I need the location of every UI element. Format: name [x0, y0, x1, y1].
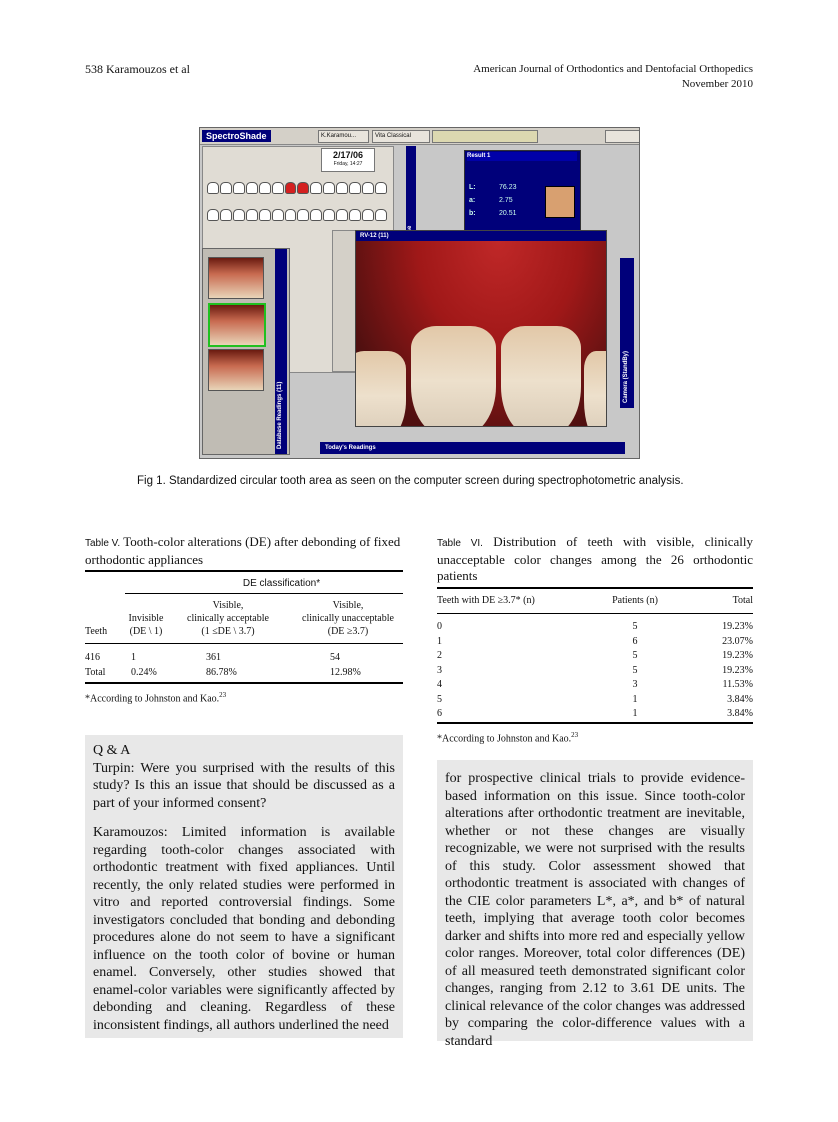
t5-col-visible-unacceptable: Visible, clinically unacceptable (DE ≥3.7) — [302, 600, 394, 637]
table5-label: Table V. — [85, 538, 121, 549]
tooth-central-1 — [411, 326, 496, 427]
qa-answer-right: for prospective clinical trials to provide evidence-based information on this issue. Since tooth-color alterations after orthodontic treatment are inevitable, whether or not these changes are visually recognizable, we were not surprised with the results of this study. Color assessment showed that orthodontic treatment is associated with changes of the CIE color parameters L*, a*, and b* of natural teeth, implying that average tooth color becomes darker and shifts into more red and especially yellow color ranges. Moreover, total color differences (DE) of all measured teeth demonstrated significant color changes, ranging from 2.12 to 3.61 DE units. The clinical relevance of the color changes was addressed by comparing the color-difference values with a standard — [445, 771, 745, 1049]
window-controls — [605, 130, 640, 143]
table5-group-header: DE classification* — [242, 578, 321, 589]
t5-r1-unacc: 54 — [330, 652, 340, 663]
a-value-row: a: 2.75 — [469, 197, 513, 204]
qa-box-right — [437, 760, 753, 1049]
t6-row-patients: 1 — [632, 693, 638, 705]
table5-header-rule — [85, 643, 403, 644]
table6-header-rule — [437, 613, 753, 614]
t6-row-teeth: 2 — [437, 650, 442, 661]
result-title: Result 1 — [467, 152, 577, 161]
thumbnail-3 — [208, 349, 264, 391]
t6-row-total: 11.53% — [722, 679, 753, 690]
thumbnail-2 — [208, 303, 266, 347]
upper-teeth-row — [207, 182, 387, 194]
tooth-central-2 — [501, 326, 581, 427]
t6-row-patients: 5 — [632, 664, 638, 676]
app-title: SpectroShade — [202, 130, 271, 142]
tooth-photo — [355, 230, 607, 427]
qa-heading: Q & A — [93, 743, 131, 758]
table6-footnote: *According to Johnston and Kao.$^{23}$ — [437, 731, 579, 745]
shade-guide-field: Vita Classical — [372, 130, 430, 143]
t5-col-invisible: Invisible (DE \ 1) — [128, 613, 164, 637]
t6-row-teeth: 3 — [437, 664, 442, 676]
date-value: 2/17/06 — [332, 150, 364, 160]
t6-row-total: 19.23% — [722, 650, 753, 661]
t5-r1-teeth: 416 — [85, 652, 100, 663]
table6-title: Distribution of teeth with visible, clinically unacceptable color changes among the 26 orthodontic patients — [437, 534, 754, 583]
t6-row-teeth: 6 — [437, 708, 442, 719]
database-readings-label: Database Readings (11) — [275, 249, 287, 454]
qa-box-left — [85, 735, 403, 1038]
lower-teeth-row — [207, 209, 387, 221]
database-thumbnails — [202, 248, 290, 455]
t6-row-total: 23.07% — [722, 635, 753, 647]
t6-row-total: 19.23% — [722, 664, 753, 676]
qa-question: Turpin: Were you surprised with the results of this study? Is this an issue that should be discussed as a part of your informed consent? — [93, 760, 395, 811]
t6-col-patients: Patients (n) — [612, 595, 658, 606]
t6-row-teeth: 0 — [437, 621, 442, 632]
table5-top-rule — [85, 570, 403, 572]
t5-col-teeth: Teeth — [85, 626, 108, 637]
tooth-right — [584, 351, 607, 427]
b-value-row: b: 20.51 — [469, 210, 517, 217]
t6-row-total: 19.23% — [722, 621, 753, 632]
t5-r2-acc: 86.78% — [206, 667, 237, 678]
todays-readings-bar: Today's Readings — [320, 442, 625, 454]
table6-caption — [437, 534, 753, 584]
date-sub: Friday, 14:27 — [333, 161, 363, 167]
color-swatch — [545, 186, 575, 218]
table5-group-rule — [125, 593, 403, 594]
t5-r2-teeth: Total — [85, 667, 106, 678]
table5-title: Tooth-color alterations (DE) after debonding of fixed orthodontic appliances — [85, 534, 401, 567]
running-header-right — [473, 62, 753, 92]
t6-col-total: Total — [732, 595, 753, 606]
t6-row-patients: 5 — [632, 650, 638, 661]
t6-row-teeth: 4 — [437, 679, 442, 690]
t6-row-patients: 6 — [632, 635, 638, 647]
patient-field: K.Karamou... — [318, 130, 369, 143]
t5-r1-acc: 361 — [206, 652, 221, 663]
table5-caption — [85, 534, 405, 568]
t5-r2-inv: 0.24% — [131, 667, 157, 678]
tool-column — [332, 230, 356, 372]
date-box — [321, 148, 375, 172]
t6-row-patients: 5 — [632, 621, 638, 632]
t6-row-patients: 3 — [632, 679, 638, 690]
table5-footnote: *According to Johnston and Kao.$^{23}$ — [85, 691, 227, 705]
thumbnail-1 — [208, 257, 264, 299]
issue-date: November 2010 — [681, 78, 753, 90]
running-header-left: 538 Karamouzos et al — [85, 62, 190, 76]
photo-title: RV-12 (11) — [356, 231, 607, 241]
table6-top-rule — [437, 587, 753, 589]
t5-r1-inv: 1 — [131, 652, 136, 663]
t6-col-teeth: Teeth with DE ≥3.7* (n) — [437, 595, 535, 606]
table6-bottom-rule — [437, 722, 753, 724]
table6-label: Table VI. — [437, 538, 483, 549]
table5-bottom-rule — [85, 682, 403, 684]
t6-row-patients: 1 — [632, 708, 638, 719]
t6-row-total: 3.84% — [727, 693, 753, 705]
t5-col-visible-acceptable: Visible, clinically acceptable (1 ≤DE \ 3.7) — [187, 600, 269, 637]
t5-r2-unacc: 12.98% — [330, 667, 361, 678]
camera-label: Camera (StandBy) — [620, 258, 634, 408]
l-value-row: L: 76.23 — [469, 184, 517, 191]
figure-1-screenshot — [199, 127, 640, 459]
result-panel — [464, 150, 581, 232]
t6-row-total: 3.84% — [727, 708, 753, 719]
toolbar-icons — [432, 130, 538, 143]
tooth-left — [355, 351, 406, 427]
app-toolbar — [200, 128, 639, 145]
t6-row-teeth: 5 — [437, 693, 442, 705]
qa-answer-left: Karamouzos: Limited information is available regarding tooth-color changes associated with orthodontic treatment with fixed appliances. Until recently, the only related studies were performed in vitro and reported controversial findings. Some investigators concluded that bonding and debonding procedures alone do not seem to have a significant influence on the tooth color of bovine or human enamel. Conversely, other studies showed that enamel-color variables were significantly affected by debonding and cleaning. Regardless of these inconsistent findings, all authors underlined the need — [93, 825, 395, 1033]
journal-name: American Journal of Orthodontics and Dentofacial Orthopedics — [473, 63, 753, 75]
t6-row-teeth: 1 — [437, 635, 442, 647]
figure-caption: Fig 1. Standardized circular tooth area as seen on the computer screen during spectrophotometric analysis. — [137, 475, 684, 487]
